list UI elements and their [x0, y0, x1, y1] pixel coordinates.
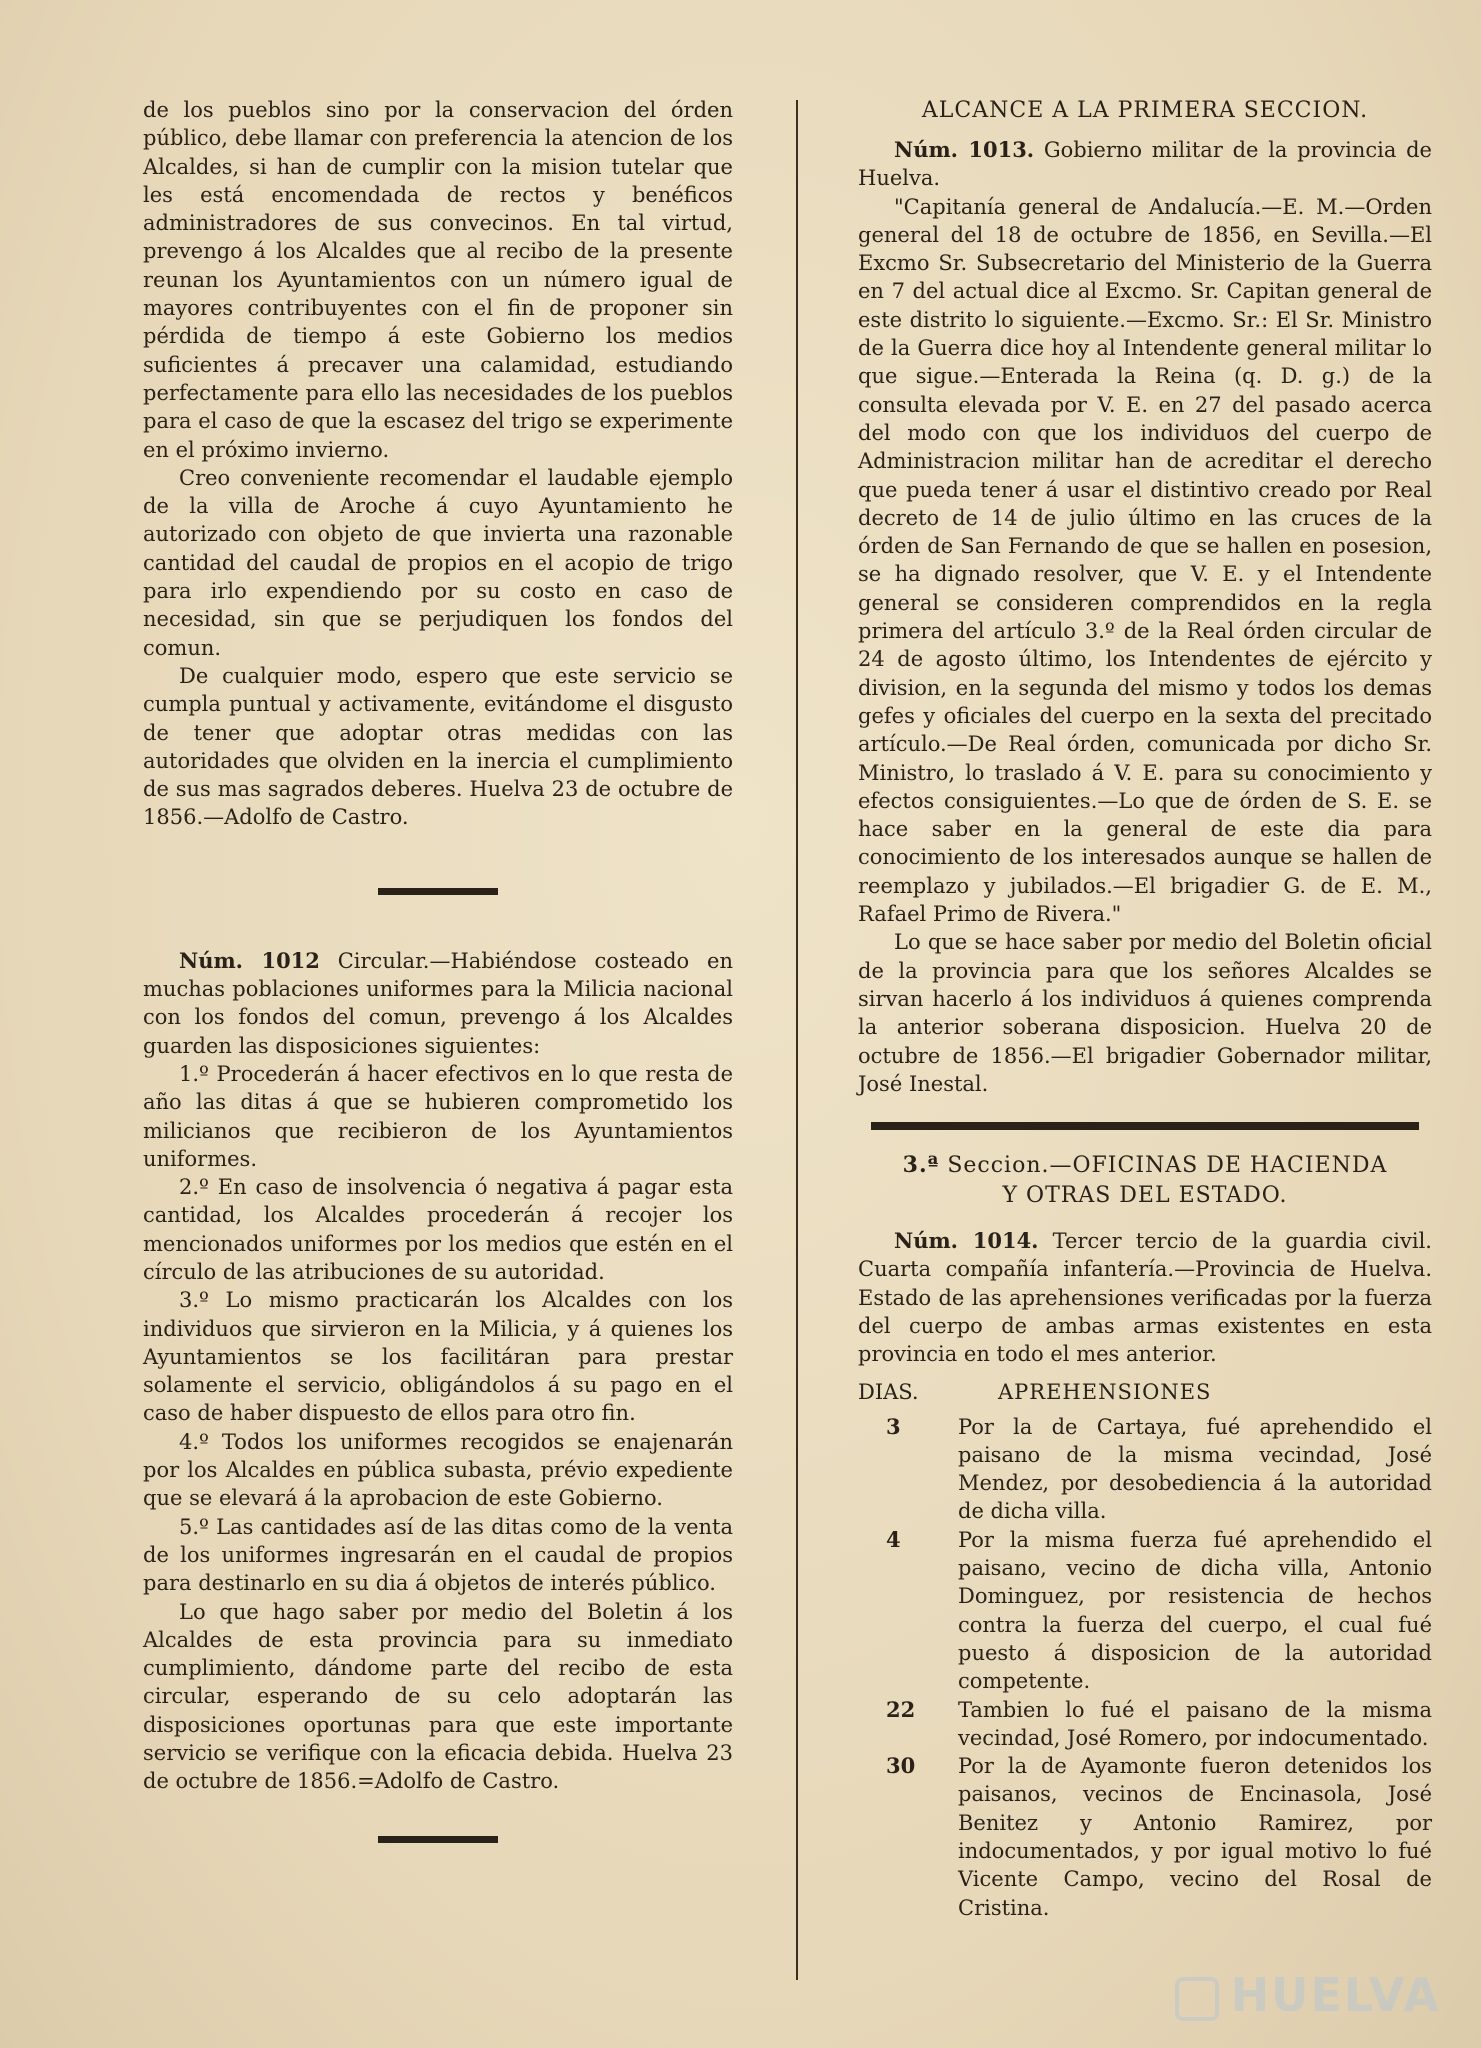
section-3-number: 3.ª	[902, 1152, 940, 1179]
column-divider	[796, 100, 798, 1980]
article-1013-closing: Lo que se hace saber por medio del Boletin oficial de la provincia para que los señores Alcaldes se sirvan hacerlo á los individuos á quienes comprenda la anterior soberana disposicion. Huelva 20 de octubre de 1856.—El brigadier Gobernador militar, José Inestal.	[858, 930, 1432, 1096]
article-1012-item-1: 1.º Procederán á hacer efectivos en lo que resta de año las ditas á que se hubieren comprometido los milicianos que recibieron de los Ayuntamientos uniformes.	[143, 1061, 733, 1171]
bottom-separator-rule	[378, 1836, 498, 1843]
intro-paragraph-3: De cualquier modo, espero que este servicio se cumpla puntual y activamente, evitándome el disgusto de tener que adoptar otras medidas con las autoridades que olviden en la inercia el cumplimiento de sus mas sagrados deberes. Huelva 23 de octubre de 1856.—Adolfo de Castro.	[143, 663, 733, 830]
article-1014-body	[858, 1227, 1432, 1368]
article-1013-label: Núm. 1013.	[894, 137, 1035, 162]
alcance-heading: ALCANCE A LA PRIMERA SECCION.	[921, 98, 1369, 123]
row-day: 22	[886, 1696, 916, 1722]
article-1014-label: Núm. 1014.	[894, 1228, 1039, 1254]
article-1013-header	[858, 136, 1432, 193]
watermark-logo-icon	[1175, 1977, 1219, 2021]
article-1012-item-3: 3.º Lo mismo practicarán los Alcaldes con los individuos que sirvieron en la Milicia, y á quienes los Ayuntamientos se los facilitáran para prestar solamente el servicio, obligándolos á su pago en el caso de haber dispuesto de ellos para otro fin.	[143, 1288, 733, 1426]
row-text: Por la de Ayamonte fueron detenidos los paisanos, vecinos de Encinasola, José Benitez y Antonio Ramirez, por indocumentados, y por igual motivo lo fué Vicente Campo, vecino del Rosal de Cristina.	[958, 1754, 1432, 1920]
intro-paragraph-2: Creo conveniente recomendar el laudable ejemplo de la villa de Aroche á cuyo Ayuntamiento he autorizado con objeto de que invierta una razonable cantidad del caudal de propios en el acopio de trigo para irlo expendiendo por su costo en caso de necesidad, sin que se perjudiquen los fondos del comun.	[143, 465, 733, 660]
row-text: Por la misma fuerza fué aprehendido el paisano, vecino de dicha villa, Antonio Dominguez, por resistencia de hechos contra la fuerza del cuerpo, el cual fué puesto á disposicion de la autoridad competente.	[958, 1527, 1432, 1694]
row-day: 4	[886, 1526, 901, 1552]
intro-paragraph-1: de los pueblos sino por la conservacion del órden público, debe llamar con preferencia la atencion de los Alcaldes, si han de cumplir con la mision tutelar que les está encomendada de rectos y benéficos administradores de sus convecinos. En tal virtud, prevengo á los Alcaldes que al recibo de la presente reunan los Ayuntamientos con un número igual de mayores contribuyentes con el fin de proponer sin pérdida de tiempo á este Gobierno los medios suficientes á precaver una calamidad, estudiando perfectamente para ello las necesidades de los pueblos para el caso de que la escasez del trigo se experimente en el próximo invierno.	[143, 98, 733, 462]
left-column	[143, 96, 733, 1843]
section-separator-rule	[378, 888, 498, 895]
row-text: Tambien lo fué el paisano de la misma vecindad, José Romero, por indocumentado.	[958, 1697, 1432, 1750]
library-watermark	[1175, 1968, 1441, 2022]
article-1012-opening-text: Circular.—Habiéndose costeado en muchas poblaciones uniformes para la Milicia nacional con los fondos del comun, prevengo á los Alcaldes guarden las disposiciones siguientes:	[143, 948, 733, 1058]
section-3-title-line2: Y OTRAS DEL ESTADO.	[1002, 1183, 1288, 1209]
table-row	[858, 1526, 1432, 1696]
article-1012-opening	[143, 947, 733, 1060]
column-header-days: DIAS.	[858, 1379, 919, 1404]
article-1014-text: Tercer tercio de la guardia civil. Cuarta compañía infantería.—Provincia de Huelva. Estado de las aprehensiones verificadas por la fuerza del cuerpo de ambas armas existentes en esta provincia en todo el mes anterior.	[858, 1229, 1432, 1367]
section-3-heading	[858, 1150, 1432, 1211]
article-1012-item-4: 4.º Todos los uniformes recogidos se enajenarán por los Alcaldes en pública subasta, prévio expediente que se elevará á la aprobacion de este Gobierno.	[143, 1429, 733, 1511]
arrests-table-header	[858, 1377, 1432, 1407]
article-1013-body: "Capitanía general de Andalucía.—E. M.—Orden general del 18 de octubre de 1856, en Sevilla.—El Excmo Sr. Subsecretario del Ministerio de la Guerra en 7 del actual dice al Excmo. Sr. Capitan general de este distrito lo siguiente.—Excmo. Sr.: El Sr. Ministro de la Guerra dice hoy al Intendente general militar lo que sigue.—Enterada la Reina (q. D. g.) de la consulta elevada por V. E. en 27 del pasado acerca del modo con que los individuos del cuerpo de Administracion militar han de acreditar el derecho que pueda tener á usar el distintivo creado por Real decreto de 14 de julio último en las cruces de la órden de San Fernando de que se hallen en posesion, se ha dignado resolver, que V. E. y el Intendente general se consideren comprendidos en la regla primera del artículo 3.º de la Real órden circular de 24 de agosto último, los Intendentes de ejército y division, en la segunda del mismo y todos los demas gefes y oficiales del cuerpo en la sexta del precitado artículo.—De Real órden, comunicada por dicho Sr. Ministro, lo traslado á V. E. para su conocimiento y efectos consiguientes.—Lo que de órden de S. E. se hace saber en la general de este dia para conocimiento de los interesados aunque se hallen de reemplazo y jubilados.—El brigadier G. de E. M., Rafael Primo de Rivera."	[858, 194, 1432, 927]
row-day: 3	[886, 1413, 901, 1439]
article-1012-closing: Lo que hago saber por medio del Boletin á los Alcaldes de esta provincia para su inmediato cumplimiento, dándome parte del recibo de esta circular, esperando de su celo adoptarán las disposiciones oportunas para que este importante servicio se verifique con la eficacia debida. Huelva 23 de octubre de 1856.=Adolfo de Castro.	[143, 1599, 733, 1794]
watermark-text: HUELVA	[1230, 1968, 1441, 2022]
article-1012-item-2: 2.º En caso de insolvencia ó negativa á pagar esta cantidad, los Alcaldes procederán á recojer los mencionados uniformes por los medios que estén en el círculo de las atribuciones de su autoridad.	[143, 1175, 733, 1284]
article-1012-label: Núm. 1012	[179, 947, 320, 973]
table-row	[858, 1752, 1432, 1922]
row-day: 30	[886, 1753, 916, 1779]
section-3-rule	[871, 1122, 1419, 1130]
row-text: Por la de Cartaya, fué aprehendido el paisano de la misma vecindad, José Mendez, por desobediencia á la autoridad de dicha villa.	[958, 1414, 1432, 1524]
column-header-arrests: APREHENSIONES	[998, 1379, 1212, 1404]
section-3-title-line1: Seccion.—OFICINAS DE HACIENDA	[947, 1153, 1388, 1179]
table-row	[858, 1413, 1432, 1526]
article-1012-item-5: 5.º Las cantidades así de las ditas como de la venta de los uniformes ingresarán en el caudal de propios para destinarlo en su dia á objetos de interés público.	[143, 1514, 733, 1596]
arrests-table	[858, 1413, 1432, 1922]
article-1013-title: Gobierno militar de la provincia de Huelva.	[858, 138, 1432, 191]
right-column	[858, 96, 1432, 1922]
table-row	[858, 1696, 1432, 1753]
